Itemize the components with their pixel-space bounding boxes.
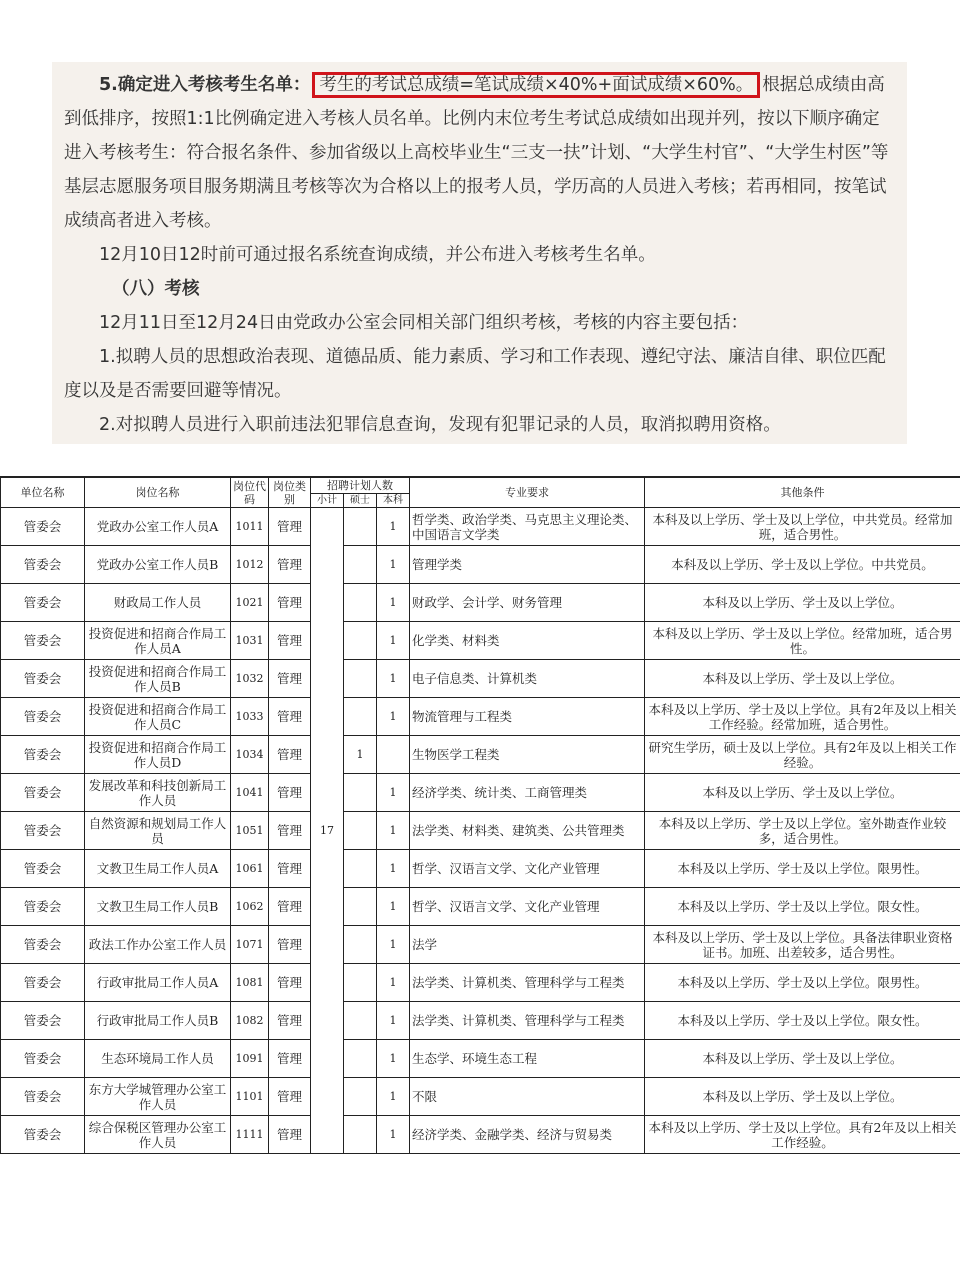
notice-paragraph-2: 12月10日12时前可通过报名系统查询成绩，并公布进入考核考生名单。 <box>99 245 656 265</box>
cell-bachelor: 1 <box>377 1078 410 1116</box>
cell-major: 经济学类、金融学类、经济与贸易类 <box>410 1116 645 1154</box>
cell-category: 管理 <box>269 1002 311 1040</box>
cell-code: 1032 <box>231 660 269 698</box>
notice-paragraph-1 <box>64 68 893 238</box>
table-body <box>1 508 960 1154</box>
cell-master <box>344 660 377 698</box>
cell-unit: 管委会 <box>1 888 85 926</box>
cell-other: 本科及以上学历、学士及以上学位。限女性。 <box>645 888 960 926</box>
cell-other: 本科及以上学历、学士及以上学位。限男性。 <box>645 850 960 888</box>
header-unit: 单位名称 <box>1 477 85 508</box>
cell-position: 财政局工作人员 <box>85 584 231 622</box>
cell-unit: 管委会 <box>1 964 85 1002</box>
cell-unit: 管委会 <box>1 1002 85 1040</box>
cell-position: 综合保税区管理办公室工作人员 <box>85 1116 231 1154</box>
cell-bachelor: 1 <box>377 1040 410 1078</box>
cell-master <box>344 888 377 926</box>
cell-position: 行政审批局工作人员A <box>85 964 231 1002</box>
cell-major: 化学类、材料类 <box>410 622 645 660</box>
cell-major: 财政学、会计学、财务管理 <box>410 584 645 622</box>
cell-code: 1062 <box>231 888 269 926</box>
table-row <box>1 850 960 888</box>
table-row <box>1 1116 960 1154</box>
cell-unit: 管委会 <box>1 546 85 584</box>
table-row <box>1 546 960 584</box>
cell-category: 管理 <box>269 850 311 888</box>
table-row <box>1 1002 960 1040</box>
cell-unit: 管委会 <box>1 812 85 850</box>
cell-major: 法学类、材料类、建筑类、公共管理类 <box>410 812 645 850</box>
cell-code: 1111 <box>231 1116 269 1154</box>
cell-master <box>344 850 377 888</box>
table-row <box>1 1040 960 1078</box>
header-other: 其他条件 <box>645 477 960 508</box>
cell-unit: 管委会 <box>1 508 85 546</box>
cell-bachelor: 1 <box>377 812 410 850</box>
cell-master <box>344 964 377 1002</box>
recruitment-table <box>0 476 960 1154</box>
table-row <box>1 812 960 850</box>
notice-paragraph-4: 12月11日至12月24日由党政办公室会同相关部门组织考核，考核的内容主要包括： <box>99 313 749 333</box>
cell-code: 1041 <box>231 774 269 812</box>
cell-category: 管理 <box>269 508 311 546</box>
cell-other: 本科及以上学历、学士及以上学位。 <box>645 660 960 698</box>
table-row <box>1 584 960 622</box>
cell-unit: 管委会 <box>1 698 85 736</box>
cell-category: 管理 <box>269 812 311 850</box>
cell-unit: 管委会 <box>1 774 85 812</box>
cell-other: 研究生学历，硕士及以上学位。具有2年及以上相关工作经验。 <box>645 736 960 774</box>
cell-other: 本科及以上学历、学士及以上学位。限女性。 <box>645 1002 960 1040</box>
cell-major: 物流管理与工程类 <box>410 698 645 736</box>
cell-unit: 管委会 <box>1 584 85 622</box>
cell-bachelor: 1 <box>377 698 410 736</box>
cell-code: 1071 <box>231 926 269 964</box>
cell-other: 本科及以上学历、学士及以上学位，中共党员。经常加班，适合男性。 <box>645 508 960 546</box>
table-row <box>1 1078 960 1116</box>
cell-master <box>344 774 377 812</box>
cell-code: 1021 <box>231 584 269 622</box>
cell-position: 生态环境局工作人员 <box>85 1040 231 1078</box>
cell-bachelor <box>377 736 410 774</box>
cell-other: 本科及以上学历、学士及以上学位。 <box>645 774 960 812</box>
cell-category: 管理 <box>269 774 311 812</box>
cell-category: 管理 <box>269 1040 311 1078</box>
header-subtotal: 小计 <box>311 494 344 508</box>
cell-major: 哲学、汉语言文学、文化产业管理 <box>410 888 645 926</box>
cell-unit: 管委会 <box>1 1078 85 1116</box>
cell-other: 本科及以上学历、学士及以上学位。 <box>645 584 960 622</box>
cell-category: 管理 <box>269 1078 311 1116</box>
cell-major: 电子信息类、计算机类 <box>410 660 645 698</box>
cell-major: 管理学类 <box>410 546 645 584</box>
cell-subtotal: 17 <box>311 508 344 1154</box>
cell-master <box>344 926 377 964</box>
cell-master <box>344 1078 377 1116</box>
cell-category: 管理 <box>269 888 311 926</box>
cell-other: 本科及以上学历、学士及以上学位。 <box>645 1078 960 1116</box>
cell-bachelor: 1 <box>377 1002 410 1040</box>
cell-master <box>344 546 377 584</box>
cell-position: 投资促进和招商合作局工作人员D <box>85 736 231 774</box>
cell-master <box>344 508 377 546</box>
cell-master <box>344 584 377 622</box>
header-major: 专业要求 <box>410 477 645 508</box>
cell-bachelor: 1 <box>377 546 410 584</box>
cell-code: 1012 <box>231 546 269 584</box>
cell-position: 政法工作办公室工作人员 <box>85 926 231 964</box>
cell-code: 1061 <box>231 850 269 888</box>
cell-major: 不限 <box>410 1078 645 1116</box>
cell-position: 文教卫生局工作人员A <box>85 850 231 888</box>
cell-category: 管理 <box>269 622 311 660</box>
cell-position: 发展改革和科技创新局工作人员 <box>85 774 231 812</box>
cell-other: 本科及以上学历、学士及以上学位。具有2年及以上相关工作经验。经常加班，适合男性。 <box>645 698 960 736</box>
table-row <box>1 888 960 926</box>
cell-bachelor: 1 <box>377 660 410 698</box>
cell-bachelor: 1 <box>377 926 410 964</box>
cell-position: 投资促进和招商合作局工作人员C <box>85 698 231 736</box>
cell-category: 管理 <box>269 546 311 584</box>
header-bachelor: 本科 <box>377 494 410 508</box>
cell-major: 哲学、汉语言文学、文化产业管理 <box>410 850 645 888</box>
cell-master <box>344 698 377 736</box>
table-row <box>1 736 960 774</box>
cell-major: 生物医学工程类 <box>410 736 645 774</box>
cell-position: 投资促进和招商合作局工作人员A <box>85 622 231 660</box>
cell-code: 1101 <box>231 1078 269 1116</box>
cell-code: 1034 <box>231 736 269 774</box>
cell-bachelor: 1 <box>377 850 410 888</box>
cell-code: 1033 <box>231 698 269 736</box>
cell-category: 管理 <box>269 698 311 736</box>
cell-category: 管理 <box>269 736 311 774</box>
cell-other: 本科及以上学历、学士及以上学位。限男性。 <box>645 964 960 1002</box>
cell-code: 1081 <box>231 964 269 1002</box>
notice-panel <box>52 62 907 444</box>
cell-unit: 管委会 <box>1 622 85 660</box>
cell-position: 行政审批局工作人员B <box>85 1002 231 1040</box>
cell-code: 1011 <box>231 508 269 546</box>
cell-unit: 管委会 <box>1 736 85 774</box>
cell-unit: 管委会 <box>1 660 85 698</box>
cell-bachelor: 1 <box>377 774 410 812</box>
cell-master <box>344 1116 377 1154</box>
cell-unit: 管委会 <box>1 926 85 964</box>
cell-other: 本科及以上学历、学士及以上学位。室外勘查作业较多，适合男性。 <box>645 812 960 850</box>
cell-other: 本科及以上学历、学士及以上学位。 <box>645 1040 960 1078</box>
cell-bachelor: 1 <box>377 888 410 926</box>
cell-position: 自然资源和规划局工作人员 <box>85 812 231 850</box>
cell-other: 本科及以上学历、学士及以上学位。具有2年及以上相关工作经验。 <box>645 1116 960 1154</box>
cell-position: 东方大学城管理办公室工作人员 <box>85 1078 231 1116</box>
cell-position: 党政办公室工作人员B <box>85 546 231 584</box>
table-row <box>1 964 960 1002</box>
table-row <box>1 926 960 964</box>
table-row <box>1 774 960 812</box>
section-title-assessment: （八）考核 <box>112 279 200 299</box>
cell-major: 哲学类、政治学类、马克思主义理论类、中国语言文学类 <box>410 508 645 546</box>
cell-position: 党政办公室工作人员A <box>85 508 231 546</box>
cell-category: 管理 <box>269 964 311 1002</box>
recruitment-table-wrapper <box>0 476 960 1154</box>
cell-category: 管理 <box>269 584 311 622</box>
table-row <box>1 660 960 698</box>
cell-unit: 管委会 <box>1 850 85 888</box>
cell-other: 本科及以上学历、学士及以上学位。具备法律职业资格证书。加班、出差较多，适合男性。 <box>645 926 960 964</box>
cell-master <box>344 1002 377 1040</box>
cell-major: 法学类、计算机类、管理科学与工程类 <box>410 964 645 1002</box>
header-position: 岗位名称 <box>85 477 231 508</box>
notice-p1-lead: 5.确定进入考核考生名单： <box>99 75 311 95</box>
notice-paragraph-6: 2.对拟聘人员进行入职前违法犯罪信息查询，发现有犯罪记录的人员，取消拟聘用资格。 <box>99 415 781 435</box>
cell-category: 管理 <box>269 660 311 698</box>
cell-position: 文教卫生局工作人员B <box>85 888 231 926</box>
notice-p1-rest: 根据总成绩由高到低排序，按照1:1比例确定进入考核人员名单。比例内末位考生考试总成绩如出现并列，按以下顺序确定进入考核考生：符合报名条件、参加省级以上高校毕业生“三支一扶”计划、“大学生村官”、“大学生村医”等基层志愿服务项目服务期满且考核等次为合格以上的报考人员，学历高的人员进入考核；若再相同，按笔试成绩高者进入考核。 <box>64 75 889 231</box>
cell-master <box>344 622 377 660</box>
cell-bachelor: 1 <box>377 584 410 622</box>
cell-master <box>344 1040 377 1078</box>
cell-category: 管理 <box>269 926 311 964</box>
cell-bachelor: 1 <box>377 622 410 660</box>
cell-code: 1091 <box>231 1040 269 1078</box>
cell-other: 本科及以上学历、学士及以上学位。中共党员。 <box>645 546 960 584</box>
notice-paragraph-5: 1.拟聘人员的思想政治表现、道德品质、能力素质、学习和工作表现、遵纪守法、廉洁自律、职位匹配度以及是否需要回避等情况。 <box>64 347 886 401</box>
cell-major: 法学 <box>410 926 645 964</box>
score-formula-highlight: 考生的考试总成绩=笔试成绩×40%+面试成绩×60%。 <box>312 72 760 98</box>
cell-major: 经济学类、统计类、工商管理类 <box>410 774 645 812</box>
cell-major: 法学类、计算机类、管理科学与工程类 <box>410 1002 645 1040</box>
cell-other: 本科及以上学历、学士及以上学位。经常加班，适合男性。 <box>645 622 960 660</box>
header-category: 岗位类别 <box>269 477 311 508</box>
cell-code: 1082 <box>231 1002 269 1040</box>
header-master: 硕士 <box>344 494 377 508</box>
cell-master: 1 <box>344 736 377 774</box>
header-plan: 招聘计划人数 <box>311 477 410 494</box>
cell-master <box>344 812 377 850</box>
cell-code: 1031 <box>231 622 269 660</box>
cell-major: 生态学、环境生态工程 <box>410 1040 645 1078</box>
cell-bachelor: 1 <box>377 964 410 1002</box>
cell-bachelor: 1 <box>377 1116 410 1154</box>
header-code: 岗位代码 <box>231 477 269 508</box>
cell-code: 1051 <box>231 812 269 850</box>
table-row <box>1 698 960 736</box>
cell-bachelor: 1 <box>377 508 410 546</box>
cell-category: 管理 <box>269 1116 311 1154</box>
cell-position: 投资促进和招商合作局工作人员B <box>85 660 231 698</box>
cell-unit: 管委会 <box>1 1040 85 1078</box>
table-row <box>1 622 960 660</box>
cell-unit: 管委会 <box>1 1116 85 1154</box>
table-row <box>1 508 960 546</box>
